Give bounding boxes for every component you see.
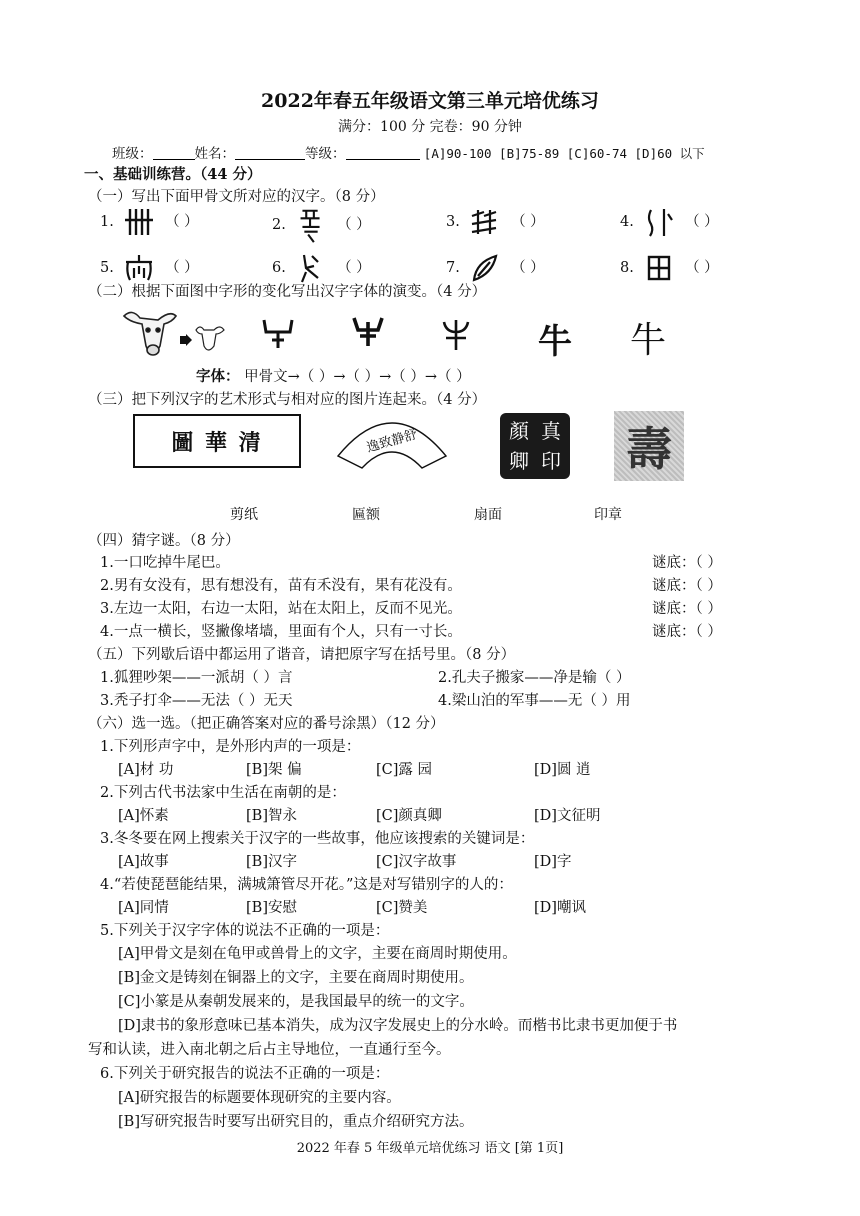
mc-6-stem: 6.下列关于研究报告的说法不正确的一项是： xyxy=(100,1066,390,1082)
grade-scale: [A]90-100 [B]75-89 [C]60-74 [D]60 以下 xyxy=(423,146,705,161)
chain-blanks[interactable]: 甲骨文→（ ）→（ ）→（ ）→（ ） xyxy=(244,369,471,385)
regular-ox-glyph: 牛 xyxy=(630,320,667,361)
mc-4-stem: 4.“若使琵琶能结果，满城箫管尽开花。”这是对写错别字的人的： xyxy=(100,877,513,893)
item-num: 4. xyxy=(620,214,634,230)
xiehouyu-1[interactable]: 1.狐狸吵架——一派胡（ ）言 xyxy=(100,670,293,686)
caption-plaque[interactable]: 匾额 xyxy=(352,507,380,523)
papercut-image[interactable] xyxy=(614,411,684,481)
answer-blank[interactable]: （ ） xyxy=(165,260,199,276)
seal-char: 印 xyxy=(541,449,561,473)
answer-blank[interactable]: （ ） xyxy=(685,214,719,230)
mc-1-option-c[interactable]: [C]露 园 xyxy=(376,762,433,778)
item-num: 7. xyxy=(446,260,460,276)
plaque-text: 圖 華 清 xyxy=(171,429,263,456)
oracle-glyph-water-icon xyxy=(642,206,676,238)
xiehouyu-4[interactable]: 4.梁山泊的军事——无（ ）用 xyxy=(438,693,631,709)
mc-6-option-a[interactable]: [A]研究报告的标题要体现研究的主要内容。 xyxy=(118,1090,401,1106)
item-num: 3. xyxy=(446,214,460,230)
class-label: 班级： xyxy=(112,146,153,162)
answer-blank[interactable]: （ ） xyxy=(337,217,371,233)
papercut-text: 壽 xyxy=(626,422,672,476)
riddle-answer-2[interactable]: 谜底：（ ） xyxy=(652,578,722,594)
answer-blank[interactable]: （ ） xyxy=(337,260,371,276)
answer-blank[interactable]: （ ） xyxy=(685,260,719,276)
xiehouyu-3[interactable]: 3.秃子打伞——无法（ ）无天 xyxy=(100,693,293,709)
mc-4-option-a[interactable]: [A]同情 xyxy=(118,900,169,916)
riddle-1: 1.一口吃掉牛尾巴。 xyxy=(100,555,230,571)
seal-char: 真 xyxy=(541,419,561,443)
item-num: 2. xyxy=(272,217,286,233)
mc-1-option-b[interactable]: [B]架 偏 xyxy=(246,762,302,778)
mc-5-option-d[interactable]: [D]隶书的象形意味已基本消失，成为汉字发展史上的分水岭。而楷书比隶书更加便于书 xyxy=(118,1018,678,1034)
page-footer: 2022 年春 5 年级单元培优练习 语文 [第 1页] xyxy=(296,1141,564,1156)
fan-text: 逸致静舒 xyxy=(364,427,420,456)
mc-5-option-a[interactable]: [A]甲骨文是刻在龟甲或兽骨上的文字，主要在商周时期使用。 xyxy=(118,946,517,962)
answer-blank[interactable]: （ ） xyxy=(511,214,545,230)
mc-1-option-d[interactable]: [D]圆 逍 xyxy=(534,762,591,778)
student-info-row xyxy=(112,142,705,162)
riddle-answer-3[interactable]: 谜底：（ ） xyxy=(652,601,722,617)
exam-meta: 满分：100 分 完卷：90 分钟 xyxy=(338,119,522,135)
grade-field[interactable] xyxy=(346,145,420,160)
q2-title: （二）根据下面图中字形的变化写出汉字字体的演变。（4 分） xyxy=(88,284,487,300)
item-num: 1. xyxy=(100,214,114,230)
grade-label: 等级： xyxy=(305,146,346,162)
class-field[interactable] xyxy=(153,145,195,160)
item-num: 5. xyxy=(100,260,114,276)
mc-4-option-b[interactable]: [B]安慰 xyxy=(246,900,297,916)
q1-item-3 xyxy=(446,206,545,238)
q6-title: （六）选一选。（把正确答案对应的番号涂黑）（12 分） xyxy=(88,716,445,732)
plaque-image[interactable] xyxy=(133,414,301,468)
mc-4-option-d[interactable]: [D]嘲讽 xyxy=(534,900,586,916)
caption-seal[interactable]: 印章 xyxy=(594,507,622,523)
item-num: 6. xyxy=(272,260,286,276)
mc-5-option-d-continued: 写和认读，进入南北朝之后占主导地位，一直通行至今。 xyxy=(88,1042,451,1058)
mc-2-option-a[interactable]: [A]怀素 xyxy=(118,808,169,824)
q1-title: （一）写出下面甲骨文所对应的汉字。（8 分） xyxy=(88,189,385,205)
answer-blank[interactable]: （ ） xyxy=(165,214,199,230)
xiehouyu-2[interactable]: 2.孔夫子搬家——净是输（ ） xyxy=(438,670,631,686)
clerical-ox-glyph: 牛 xyxy=(538,322,572,362)
oracle-glyph-bird-icon xyxy=(294,206,328,244)
fan-image[interactable] xyxy=(330,408,454,474)
mc-6-option-b[interactable]: [B]写研究报告时要写出研究目的，重点介绍研究方法。 xyxy=(118,1114,474,1130)
exam-title: 2022年春五年级语文第三单元培优练习 xyxy=(261,90,599,112)
answer-blank[interactable]: （ ） xyxy=(511,260,545,276)
oracle-glyph-ce-icon xyxy=(122,206,156,238)
seal-char: 卿 xyxy=(509,449,529,473)
bronze-ox-glyph-icon xyxy=(348,312,388,350)
q3-title: （三）把下列汉字的艺术形式与相对应的图片连起来。（4 分） xyxy=(88,392,487,408)
mc-2-stem: 2.下列古代书法家中生活在南朝的是： xyxy=(100,785,346,801)
mc-2-option-d[interactable]: [D]文征明 xyxy=(534,808,601,824)
mc-5-option-c[interactable]: [C]小篆是从秦朝发展来的，是我国最早的统一的文字。 xyxy=(118,994,474,1010)
riddle-2: 2.男有女没有，思有想没有，苗有禾没有，果有花没有。 xyxy=(100,578,462,594)
mc-2-option-b[interactable]: [B]智永 xyxy=(246,808,297,824)
evolution-chain xyxy=(196,365,471,386)
caption-papercut[interactable]: 剪纸 xyxy=(230,507,258,523)
item-num: 8. xyxy=(620,260,634,276)
riddle-4: 4.一点一横长，竖撇像堵墙，里面有个人，只有一寸长。 xyxy=(100,624,462,640)
ox-drawing-icon xyxy=(118,306,228,368)
mc-3-stem: 3.冬冬要在网上搜索关于汉字的一些故事，他应该搜索的关键词是： xyxy=(100,831,535,847)
seal-ox-glyph-icon xyxy=(436,316,476,354)
mc-4-option-c[interactable]: [C]赞美 xyxy=(376,900,428,916)
q1-item-8 xyxy=(620,252,719,284)
mc-3-option-a[interactable]: [A]故事 xyxy=(118,854,169,870)
mc-2-option-c[interactable]: [C]颜真卿 xyxy=(376,808,442,824)
riddle-answer-1[interactable]: 谜底：（ ） xyxy=(652,555,722,571)
seal-image[interactable] xyxy=(500,413,570,479)
mc-5-stem: 5.下列关于汉字字体的说法不正确的一项是： xyxy=(100,923,390,939)
mc-1-stem: 1.下列形声字中，是外形内声的一项是： xyxy=(100,739,361,755)
section-1-title: 一、基础训练营。（44 分） xyxy=(84,166,262,183)
name-field[interactable] xyxy=(235,145,305,160)
q1-item-2 xyxy=(272,206,371,244)
oracle-glyph-field-icon xyxy=(642,252,676,284)
q1-item-4 xyxy=(620,206,719,238)
q5-title: （五）下列歇后语中都运用了谐音，请把原字写在括号里。（8 分） xyxy=(88,647,516,663)
mc-5-option-b[interactable]: [B]金文是铸刻在铜器上的文字，主要在商周时期使用。 xyxy=(118,970,474,986)
q1-item-1 xyxy=(100,206,199,238)
mc-3-option-b[interactable]: [B]汉字 xyxy=(246,854,297,870)
q4-title: （四）猜字谜。（8 分） xyxy=(88,533,240,549)
seal-char: 顏 xyxy=(509,419,529,443)
name-label: 姓名： xyxy=(194,146,235,162)
oracle-ox-glyph-icon xyxy=(258,314,298,352)
mc-3-option-d[interactable]: [D]字 xyxy=(534,854,572,870)
riddle-answer-4[interactable]: 谜底：（ ） xyxy=(652,624,722,640)
chain-label: 字体： xyxy=(196,368,240,385)
riddle-3: 3.左边一太阳，右边一太阳，站在太阳上，反而不见光。 xyxy=(100,601,462,617)
mc-1-option-a[interactable]: [A]材 功 xyxy=(118,762,174,778)
mc-3-option-c[interactable]: [C]汉字故事 xyxy=(376,854,457,870)
oracle-glyph-tree-icon xyxy=(468,206,502,238)
caption-fan[interactable]: 扇面 xyxy=(474,507,502,523)
